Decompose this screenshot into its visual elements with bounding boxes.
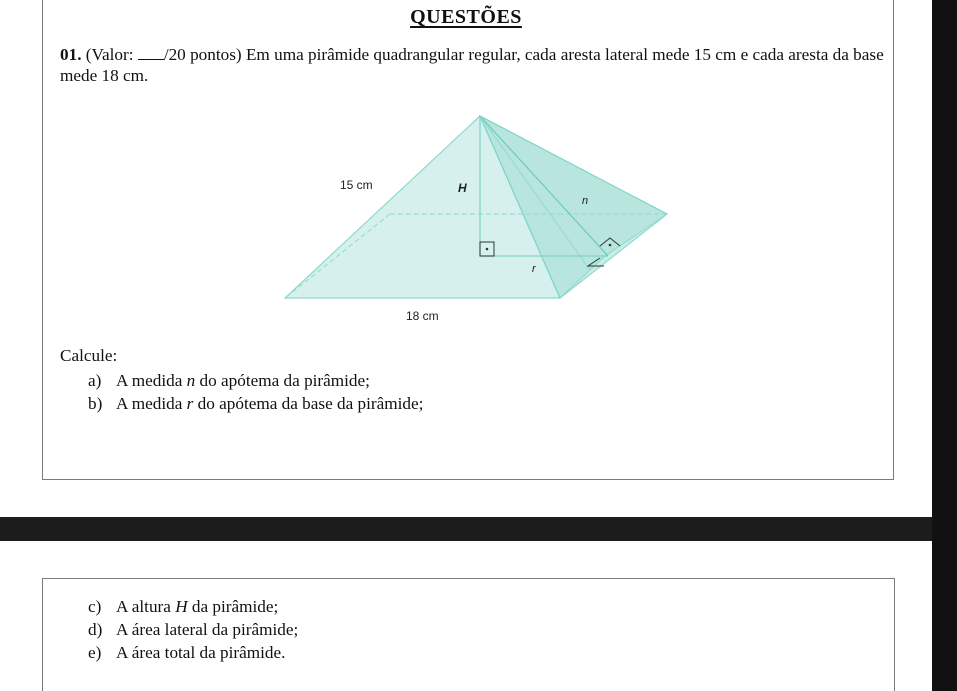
- border-right: [893, 0, 894, 480]
- base-apothem-label: r: [532, 263, 536, 275]
- question-statement: [60, 44, 890, 86]
- item-b: b) A medida r do apótema da base da pirâmide;: [88, 394, 424, 413]
- question-value-prefix: (Valor:: [85, 45, 138, 64]
- height-label: H: [458, 181, 467, 195]
- calcule-label: Calcule:: [60, 346, 118, 365]
- section-heading: QUESTÕES: [410, 6, 522, 28]
- base-edge-label: 18 cm: [406, 309, 439, 323]
- item-d: d) A área lateral da pirâmide;: [88, 620, 299, 639]
- question-text: Em uma pirâmide quadrangular regular, cada aresta lateral mede 15 cm e cada aresta da base mede 18 cm.: [60, 45, 884, 85]
- item-a: a) A medida n do apótema da pirâmide;: [88, 371, 370, 390]
- pyramid-figure: [270, 108, 680, 330]
- document-page-2: [0, 541, 932, 691]
- question-number: 01.: [60, 45, 82, 64]
- lateral-edge-label: 15 cm: [340, 178, 373, 192]
- item-e: e) A área total da pirâmide.: [88, 643, 286, 662]
- apothem-label: n: [582, 195, 589, 207]
- score-blank: [138, 45, 164, 60]
- question-value-suffix: /20 pontos): [163, 45, 242, 64]
- border-left: [42, 0, 43, 480]
- dark-margin: [932, 0, 957, 691]
- border-bottom: [42, 479, 894, 480]
- item-c: c) A altura H da pirâmide;: [88, 597, 279, 616]
